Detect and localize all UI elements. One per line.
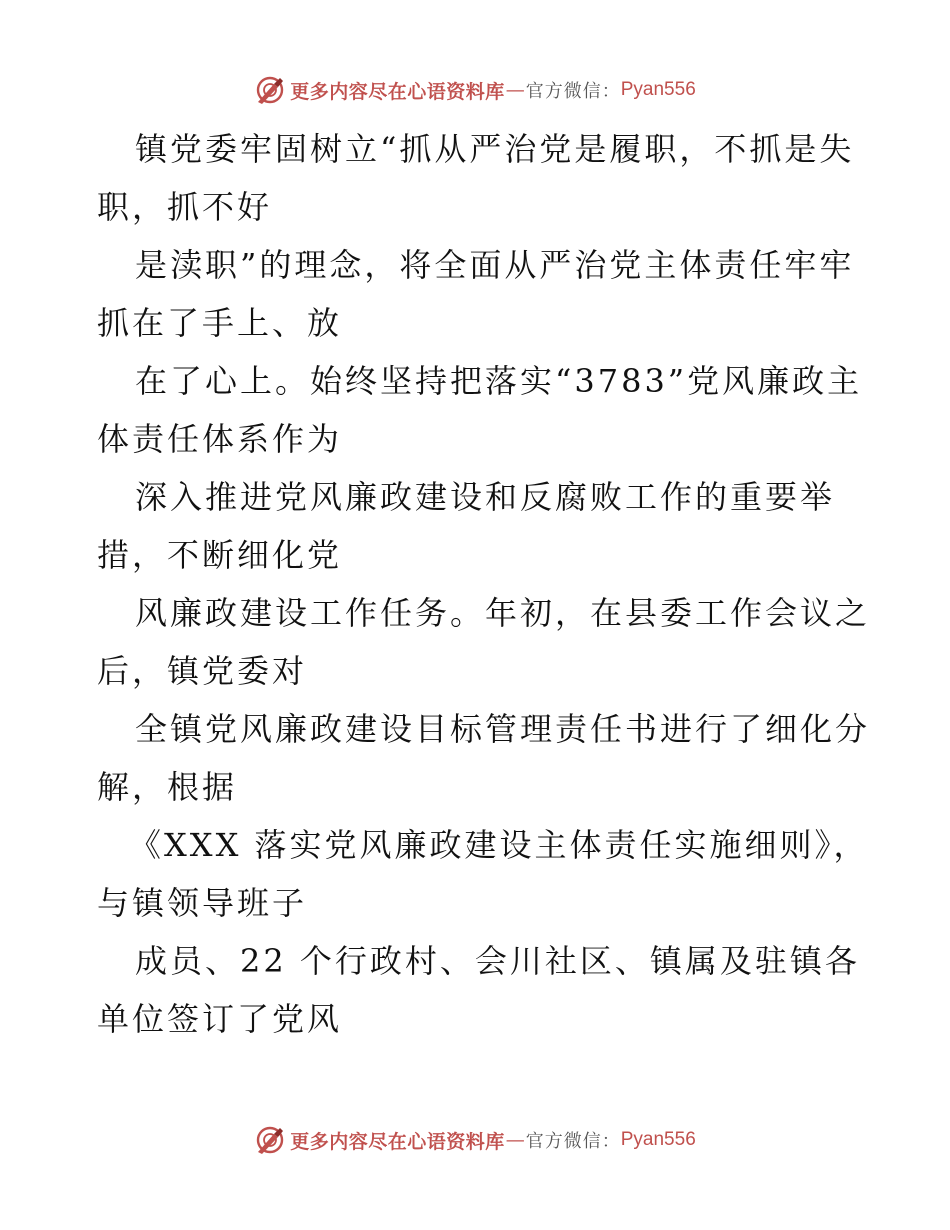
line-2-rest: 抓在了手上、放 [97, 304, 343, 342]
line-6-first: 全镇党风廉政建设目标管理责任书进行了细化分 [135, 710, 871, 748]
header-brand-text: 更多内容尽在心语资料库 [290, 80, 505, 103]
line-1-first: 镇党委牢固树立“抓从严治党是履职，不抓是失 [135, 130, 855, 168]
header-wechat-label: 官方微信： [525, 81, 621, 102]
document-body [97, 120, 877, 1048]
line-4-first: 深入推进党风廉政建设和反腐败工作的重要举 [135, 478, 836, 516]
pen-logo-icon [254, 74, 286, 106]
line-1-rest: 职，抓不好 [97, 188, 273, 226]
paragraph-line-5 [97, 584, 877, 700]
line-4-rest: 措，不断细化党 [97, 536, 343, 574]
line-3-rest: 体责任体系作为 [97, 420, 343, 458]
header-account: Pyan556 [620, 79, 696, 100]
line-8-first: 成员、22 个行政村、会川社区、镇属及驻镇各 [135, 942, 860, 980]
line-8-rest: 单位签订了党风 [97, 1000, 343, 1038]
footer-brand-text: 更多内容尽在心语资料库 [290, 1130, 505, 1153]
header-dash: — [505, 79, 525, 101]
line-5-rest: 后，镇党委对 [97, 652, 308, 690]
line-5-first: 风廉政建设工作任务。年初，在县委工作会议之 [135, 594, 871, 632]
paragraph-line-8 [97, 932, 877, 1048]
line-6-rest: 解，根据 [97, 768, 238, 806]
header-banner [0, 70, 950, 110]
paragraph-line-4 [97, 468, 877, 584]
footer-account: Pyan556 [620, 1129, 696, 1150]
paragraph-line-2 [97, 236, 877, 352]
paragraph-line-3 [97, 352, 877, 468]
line-2-first: 是渎职”的理念，将全面从严治党主体责任牢牢 [135, 246, 855, 284]
line-7-first: 《XXX 落实党风廉政建设主体责任实施细则》， [129, 826, 869, 864]
footer-wechat-label: 官方微信： [525, 1131, 621, 1152]
pen-logo-icon [254, 1124, 286, 1156]
footer-banner [0, 1120, 950, 1160]
paragraph-line-1 [97, 120, 877, 236]
line-7-rest: 与镇领导班子 [97, 884, 308, 922]
paragraph-line-6 [97, 700, 877, 816]
line-3-first: 在了心上。始终坚持把落实“3783”党风廉政主 [135, 362, 863, 400]
footer-dash: — [505, 1129, 525, 1151]
paragraph-line-7 [97, 816, 877, 932]
